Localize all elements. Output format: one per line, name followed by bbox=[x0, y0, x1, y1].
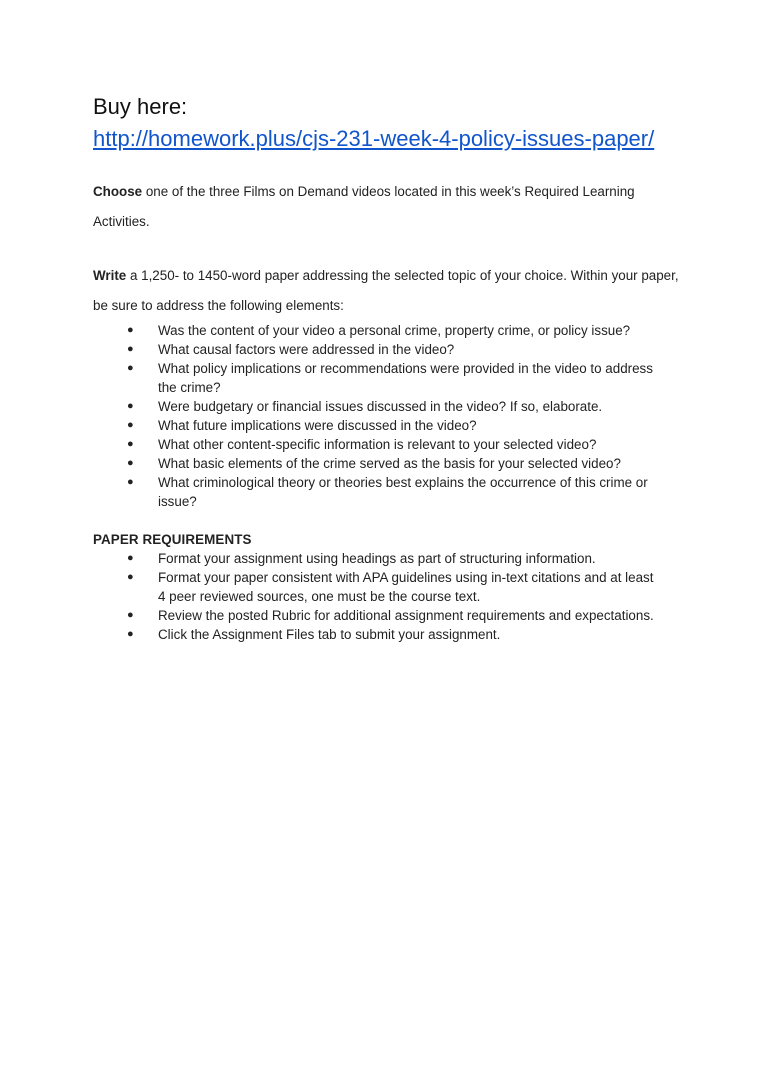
bullet-icon: ● bbox=[127, 400, 134, 412]
paper-requirements-heading: PAPER REQUIREMENTS bbox=[93, 532, 252, 547]
bullet-icon: ● bbox=[127, 324, 134, 336]
list-item: ● Were budgetary or financial issues discussed in the video? If so, elaborate. bbox=[127, 399, 603, 414]
bullet-icon: ● bbox=[127, 552, 134, 564]
list-item: ● Review the posted Rubric for additional assignment requirements and expectations. bbox=[127, 608, 654, 623]
bullet-icon: ● bbox=[127, 343, 134, 355]
choose-paragraph bbox=[93, 177, 681, 237]
bullet-icon: ● bbox=[127, 609, 134, 621]
buy-here-label: Buy here: bbox=[93, 94, 188, 119]
bullet-icon: ● bbox=[127, 476, 134, 488]
list-item: ● What future implications were discussed in the video? bbox=[127, 418, 477, 433]
bullet-icon: ● bbox=[127, 438, 134, 450]
bullet-icon: ● bbox=[127, 628, 134, 640]
elements-list bbox=[93, 321, 681, 511]
list-item: ● What policy implications or recommendations were provided in the video to address the crime? bbox=[127, 361, 653, 395]
list-item: ● What other content-specific information is relevant to your selected video? bbox=[127, 437, 597, 452]
bullet-icon: ● bbox=[127, 362, 134, 374]
choose-text: one of the three Films on Demand videos located in this week’s Required Learning Activities. bbox=[93, 184, 635, 229]
bullet-icon: ● bbox=[127, 571, 134, 583]
list-item: ● Format your assignment using headings as part of structuring information. bbox=[127, 551, 596, 566]
list-item: ● Click the Assignment Files tab to submit your assignment. bbox=[127, 627, 501, 642]
bullet-icon: ● bbox=[127, 457, 134, 469]
write-bold: Write bbox=[93, 268, 127, 283]
choose-bold: Choose bbox=[93, 184, 143, 199]
bullet-icon: ● bbox=[127, 419, 134, 431]
requirements-list bbox=[93, 549, 681, 644]
write-paragraph bbox=[93, 261, 681, 321]
list-item: ● Format your paper consistent with APA guidelines using in-text citations and at least 4 peer reviewed sources, one must be the course text. bbox=[127, 570, 654, 604]
list-item: ● Was the content of your video a personal crime, property crime, or policy issue? bbox=[127, 323, 631, 338]
list-item: ● What basic elements of the crime served as the basis for your selected video? bbox=[127, 456, 621, 471]
write-text: a 1,250- to 1450-word paper addressing the selected topic of your choice. Within your paper, be sure to address the following elements: bbox=[93, 268, 679, 313]
buy-link[interactable]: http://homework.plus/cjs-231-week-4-policy-issues-paper/ bbox=[93, 126, 655, 151]
list-item: ● What causal factors were addressed in the video? bbox=[127, 342, 455, 357]
list-item: ● What criminological theory or theories best explains the occurrence of this crime or issue? bbox=[127, 475, 648, 509]
